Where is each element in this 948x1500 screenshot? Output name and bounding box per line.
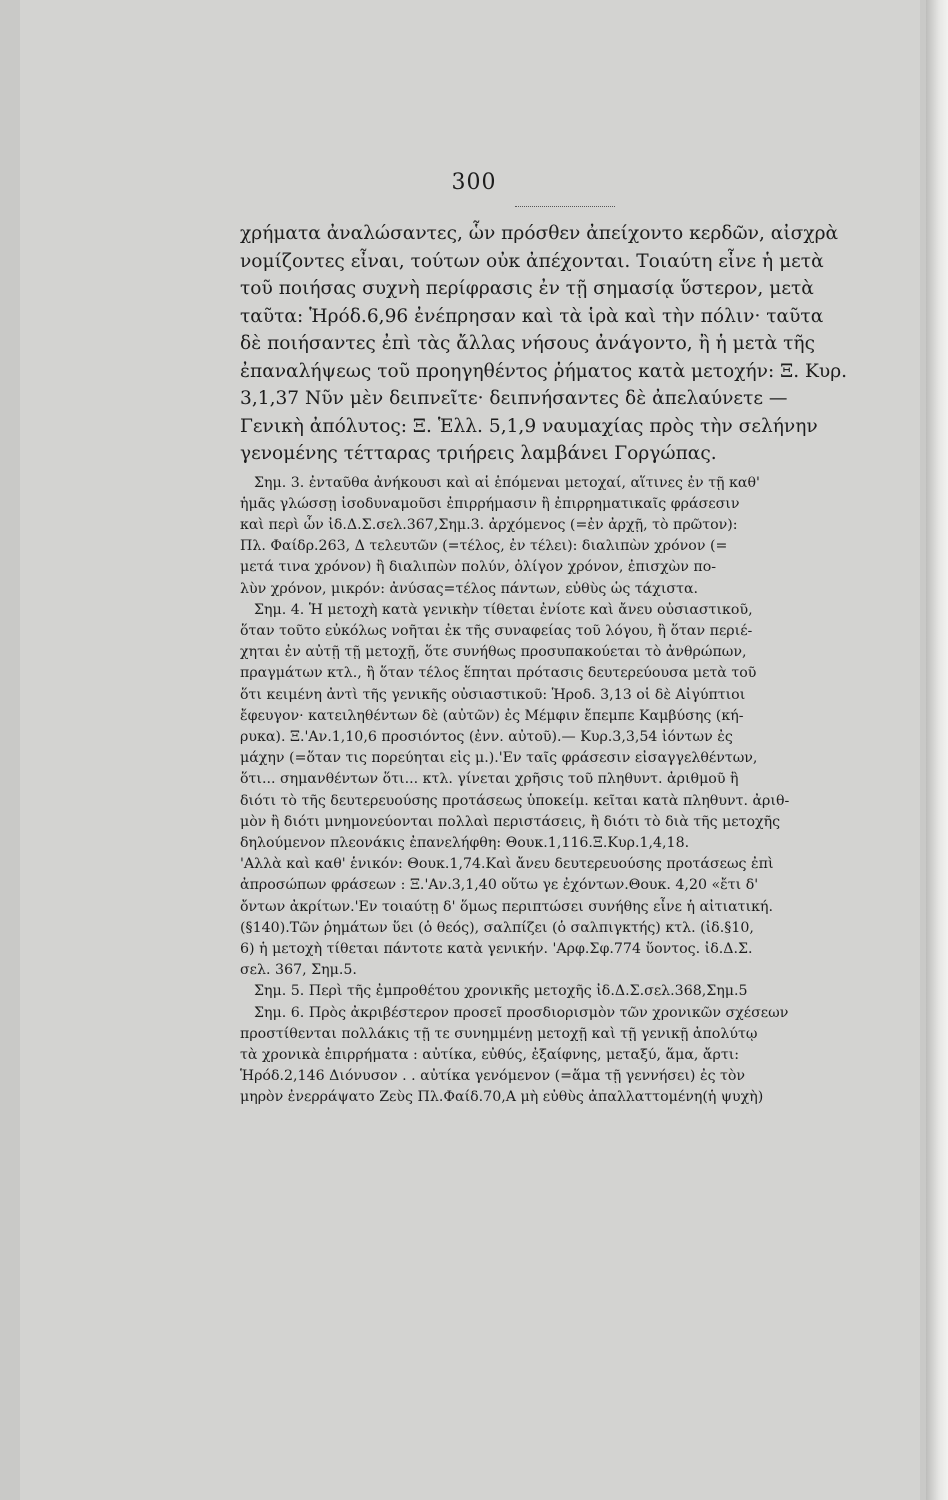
note-line: διότι τὸ τῆς δευτερευούσης προτάσεως ὑποκείμ. κεῖται κατὰ πληθυντ. ἀριθ-: [240, 792, 790, 809]
note-line: σελ. 367, Σημ.5.: [240, 962, 357, 979]
note-line: Σημ. 3. ἐνταῦθα ἀνήκουσι καὶ αἱ ἑπόμεναι μετοχαί, αἵτινες ἐν τῇ καθ': [254, 474, 760, 491]
note-line: Πλ. Φαίδρ.263, Δ τελευτῶν (=τέλος, ἐν τέλει): διαλιπὼν χρόνον (=: [240, 538, 728, 555]
text-block: [240, 220, 860, 1109]
note-line: Σημ. 6. Πρὸς ἀκριβέστερον προσεῖ προσδιορισμὸν τῶν χρονικῶν σχέσεων: [254, 1004, 789, 1021]
main-line: ἐπαναλήψεως τοῦ προηγηθέντος ῥήματος κατὰ μετοχήν: Ξ. Κυρ.: [240, 360, 848, 382]
note-line: (§140).Τῶν ῥημάτων ὕει (ὁ θεός), σαλπίζει (ὁ σαλπιγκτής) κτλ. (ἰδ.§10,: [240, 919, 754, 936]
notes-section: [240, 473, 860, 1109]
main-line: Γενικὴ ἀπόλυτος: Ξ. Ἑλλ. 5,1,9 ναυμαχίας πρὸς τὴν σελήνην: [240, 415, 818, 437]
note-line: ἀπροσώπων φράσεων : Ξ.'Αν.3,1,40 οὕτω γε ἐχόντων.Θουκ. 4,20 «ἔτι δ': [240, 877, 759, 894]
binding-fold: [926, 0, 948, 1500]
note-line: ὅτι... σημανθέντων ὅτι... κτλ. γίνεται χρῆσις τοῦ πληθυντ. ἀριθμοῦ ἢ: [240, 771, 739, 788]
main-line: νομίζοντες εἶναι, τούτων οὐκ ἀπέχονται. Τοιαύτη εἶνε ἡ μετὰ: [240, 250, 824, 272]
note-line: 'Αλλὰ καὶ καθ' ἑνικόν: Θουκ.1,74.Καὶ ἄνευ δευτερευούσης προτάσεως ἐπὶ: [240, 856, 774, 873]
main-paragraph: [240, 220, 860, 468]
note-line: προστίθενται πολλάκις τῇ τε συνημμένῃ μετοχῇ καὶ τῇ γενικῇ ἀπολύτῳ: [240, 1025, 758, 1042]
main-line: δὲ ποιήσαντες ἐπὶ τὰς ἄλλας νήσους ἀνάγοντο, ἢ ἡ μετὰ τῆς: [240, 333, 815, 354]
note-line: Σημ. 4. Ἡ μετοχὴ κατὰ γενικὴν τίθεται ἐνίοτε καὶ ἄνευ οὐσιαστικοῦ,: [254, 601, 753, 618]
main-line: 3,1,37 Νῦν μὲν δειπνεῖτε· δειπνήσαντες δὲ ἀπελαύνετε —: [240, 388, 788, 409]
note-line: Ἡρόδ.2,146 Διόνυσον . . αὐτίκα γενόμενον (=ἅμα τῇ γεννήσει) ἐς τὸν: [240, 1068, 746, 1085]
note-line: μηρὸν ἐνερράψατο Ζεὺς Πλ.Φαίδ.70,Α μὴ εὐθὺς ἀπαλλαττομένη(ἡ ψυχὴ): [240, 1089, 764, 1106]
main-line: ταῦτα: Ἡρόδ.6,96 ἐνέπρησαν καὶ τὰ ἱρὰ καὶ τὴν πόλιν· ταῦτα: [240, 305, 824, 327]
note-line: ὅτι κειμένη ἀντὶ τῆς γενικῆς οὐσιαστικοῦ: Ἡροδ. 3,13 οἱ δὲ Αἰγύπτιοι: [240, 686, 746, 703]
note-line: μάχην (=ὅταν τις πορεύηται εἰς μ.).'Εν ταῖς φράσεσιν εἰσαγγελθέντων,: [240, 750, 758, 767]
note-line: τὰ χρονικὰ ἐπιρρήματα : αὐτίκα, εὐθύς, ἐξαίφνης, μεταξύ, ἅμα, ἄρτι:: [240, 1046, 740, 1063]
page-number-rule: [515, 206, 615, 207]
main-line: χρήματα ἀναλώσαντες, ὧν πρόσθεν ἀπείχοντο κερδῶν, αἰσχρὰ: [240, 223, 839, 244]
note-line: πραγμάτων κτλ., ἢ ὅταν τέλος ἕπηται πρότασις δευτερεύουσα μετὰ τοῦ: [240, 665, 757, 682]
note-line: ἡμᾶς γλώσσῃ ἰσοδυναμοῦσι ἐπιρρήμασιν ἢ ἐπιρρηματικαῖς φράσεσιν: [240, 495, 740, 512]
note-line: ἔφευγον· κατειληθέντων δὲ (αὐτῶν) ἐς Μέμφιν ἔπεμπε Καμβύσης (κή-: [240, 707, 744, 724]
note-line: μετά τινα χρόνον) ἢ διαλιπὼν πολύν, ὀλίγον χρόνον, ἐπισχὼν πο-: [240, 559, 717, 576]
note-line: λὺν χρόνον, μικρόν: ἀνύσας=τέλος πάντων, εὐθὺς ὡς τάχιστα.: [240, 580, 699, 597]
note-line: δηλούμενον πλεονάκις ἐπανελήφθη: Θουκ.1,116.Ξ.Κυρ.1,4,18.: [240, 834, 690, 851]
main-line: γενομένης τέτταρας τριήρεις λαμβάνει Γοργώπας.: [240, 443, 717, 464]
note-line: μὸν ἢ διότι μνημονεύονται πολλαὶ περιστάσεις, ἢ διότι τὸ διὰ τῆς μετοχῆς: [240, 813, 781, 830]
note-line: Σημ. 5. Περὶ τῆς ἐμπροθέτου χρονικῆς μετοχῆς ἰδ.Δ.Σ.σελ.368,Σημ.5: [254, 983, 748, 1000]
note-line: ὅταν τοῦτο εὐκόλως νοῆται ἐκ τῆς συναφείας τοῦ λόγου, ἢ ὅταν περιέ-: [240, 622, 753, 639]
note-line: χηται ἐν αὐτῇ τῇ μετοχῇ, ὅτε συνήθως προσυπακούεται τὸ ἀνθρώπων,: [240, 644, 747, 661]
note-line: καὶ περὶ ὧν ἰδ.Δ.Σ.σελ.367,Σημ.3. ἀρχόμενος (=ἐν ἀρχῇ, τὸ πρῶτον):: [240, 516, 738, 533]
note-line: ρυκα). Ξ.'Αν.1,10,6 προσιόντος (ἐνν. αὐτοῦ).— Κυρ.3,3,54 ἰόντων ἐς: [240, 728, 733, 745]
note-line: ὄντων ἀκρίτων.'Εν τοιαύτῃ δ' ὅμως περιπτώσει συνήθης εἶνε ἡ αἰτιατική.: [240, 898, 773, 915]
page-number: 300: [451, 170, 497, 195]
main-line: τοῦ ποιήσας συχνὴ περίφρασις ἐν τῇ σημασίᾳ ὕστερον, μετὰ: [240, 278, 814, 299]
note-line: 6) ἡ μετοχὴ τίθεται πάντοτε κατὰ γενικήν. 'Αρφ.Σφ.774 ὕοντος. ἰδ.Δ.Σ.: [240, 940, 753, 957]
